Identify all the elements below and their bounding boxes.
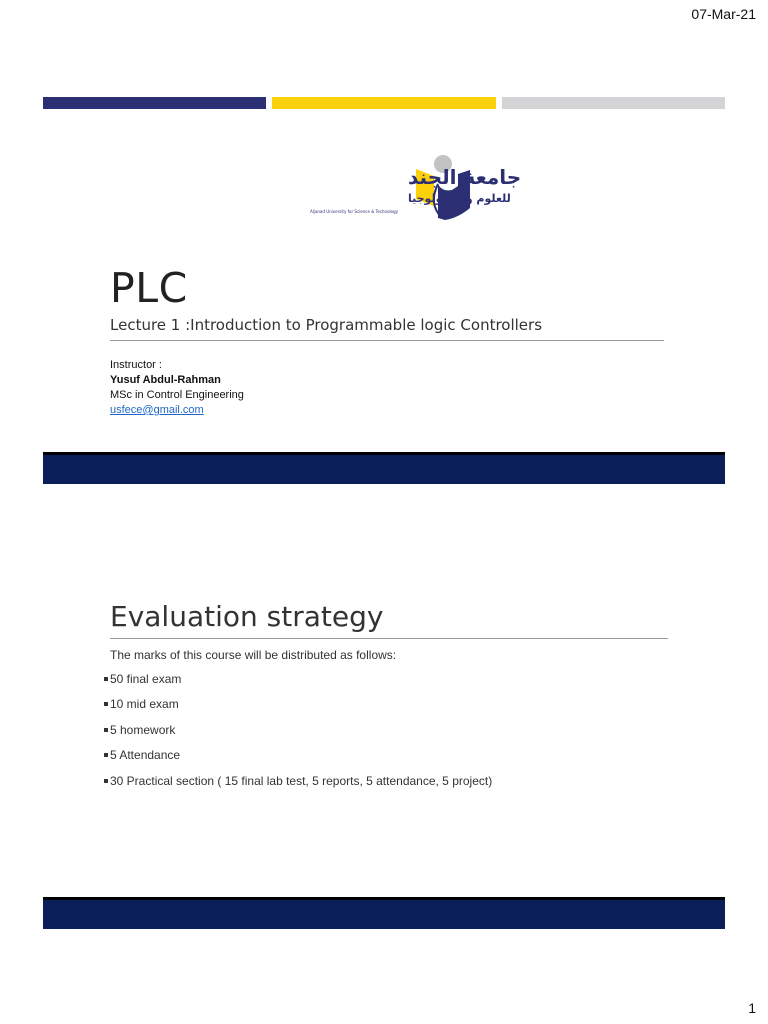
marks-list: [104, 672, 492, 799]
list-item: [104, 672, 492, 697]
list-item: [104, 723, 492, 748]
slide-title: PLC: [110, 264, 188, 312]
instructor-degree: MSc in Control Engineering: [110, 389, 244, 401]
slide-footer-band: [43, 452, 725, 484]
bullet-icon: [104, 728, 108, 732]
list-item-text: 5 homework: [110, 722, 176, 737]
title-divider: [110, 340, 664, 341]
list-item-text: 50 final exam: [110, 672, 182, 686]
svg-text:جامعة الجند: جامعة الجند: [408, 165, 522, 189]
bullet-icon: [104, 702, 108, 706]
slide-title: Evaluation strategy: [110, 600, 384, 633]
instructor-email-link[interactable]: usfece@gmail.com: [110, 404, 204, 416]
list-item-text: 30 Practical section ( 15 final lab test, 5 reports, 5 attendance, 5 project): [110, 773, 493, 788]
decorative-stripe-navy: [43, 97, 266, 109]
slide-subtitle: Lecture 1 :Introduction to Programmable logic Controllers: [110, 316, 543, 334]
bullet-icon: [104, 753, 108, 757]
decorative-stripe-yellow: [272, 97, 496, 109]
instructor-block: [110, 358, 244, 418]
instructor-name: Yusuf Abdul-Rahman: [110, 374, 221, 386]
bullet-icon: [104, 779, 108, 783]
list-item: [104, 697, 492, 722]
title-divider: [110, 638, 668, 639]
decorative-stripe-gray: [502, 97, 725, 109]
header-date: 07-Mar-21: [691, 6, 756, 22]
page-number: 1: [748, 1000, 756, 1016]
svg-text:للعلوم والتكنولوجيا: للعلوم والتكنولوجيا: [408, 192, 511, 205]
list-item: [104, 748, 492, 773]
university-logo: [282, 144, 522, 224]
bullet-icon: [104, 677, 108, 681]
slide-footer-band: [43, 897, 725, 929]
list-item-text: 10 mid exam: [110, 697, 179, 712]
intro-text: The marks of this course will be distributed as follows:: [110, 648, 397, 662]
list-item-text: 5 Attendance: [110, 748, 181, 763]
svg-text:Aljanad University for Science: Aljanad University for Science & Technology: [309, 209, 399, 214]
list-item: [104, 774, 492, 799]
instructor-label: Instructor :: [110, 359, 162, 371]
